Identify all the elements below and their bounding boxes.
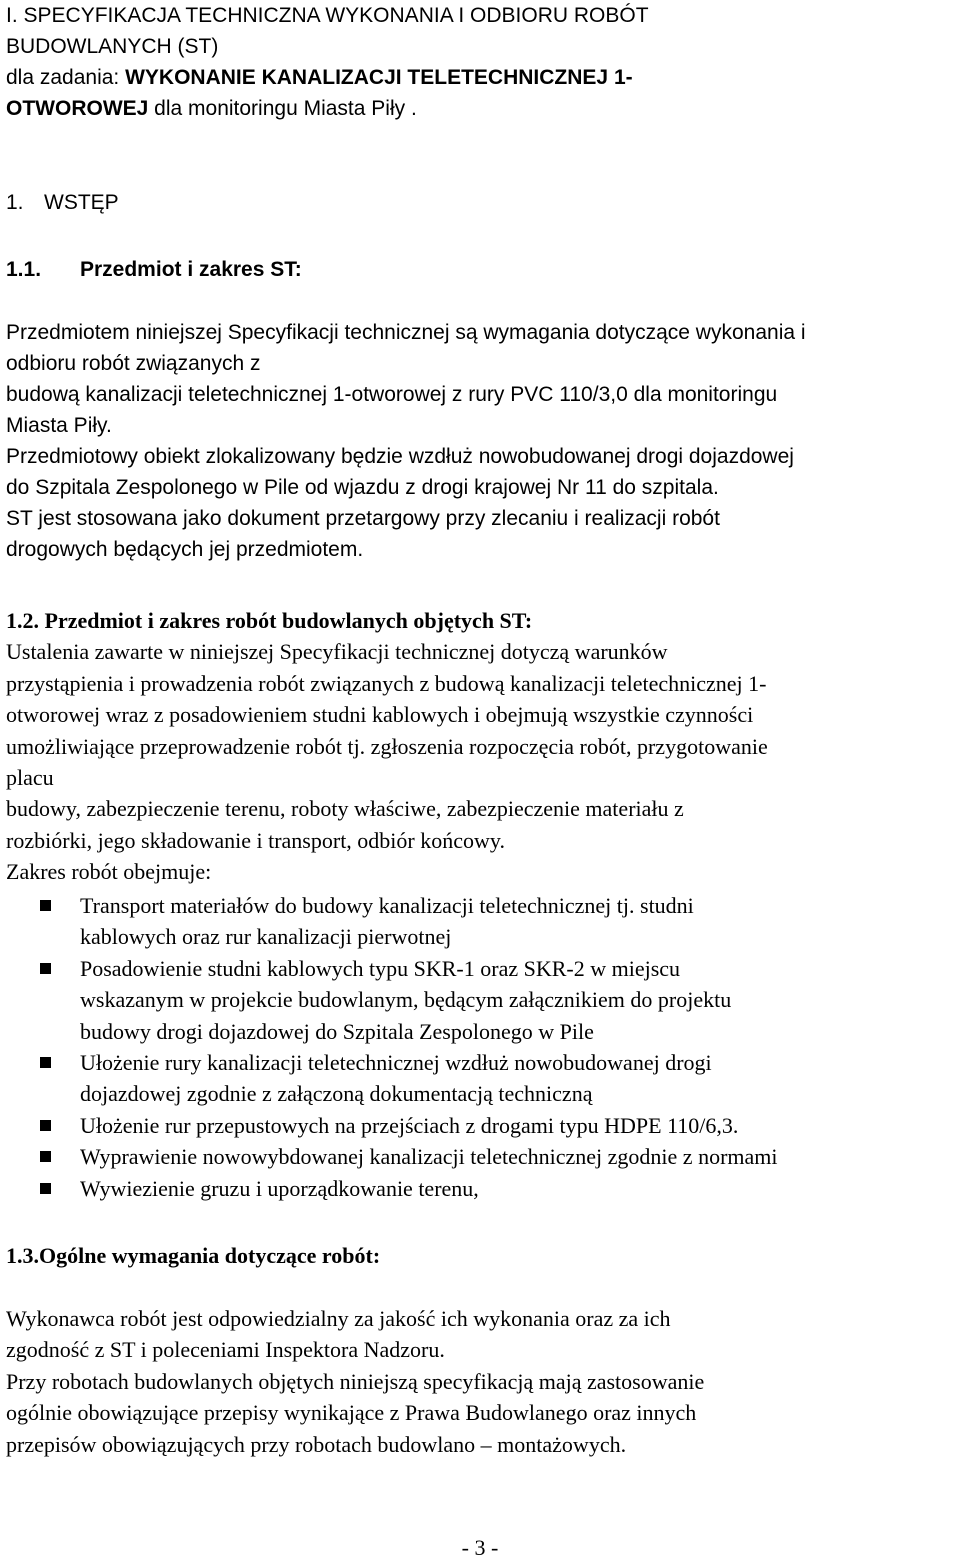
square-bullet-icon — [40, 1057, 51, 1068]
paragraph-line: drogowych będących jej przedmiotem. — [6, 538, 364, 561]
section-1-1-body — [6, 317, 956, 565]
scope-list — [38, 890, 956, 1204]
list-item: Wywiezienie gruzu i uporządkowanie terenu, — [38, 1173, 956, 1204]
paragraph-line: Przy robotach budowlanych objętych niniejszą specyfikacją mają zastosowanie — [6, 1368, 705, 1394]
paragraph-line: Wykonawca robót jest odpowiedzialny za jakość ich wykonania oraz za ich — [6, 1306, 671, 1331]
paragraph-line: przystąpienia i prowadzenia robót związanych z budową kanalizacji teletechnicznej 1- — [6, 670, 767, 696]
section-number: 1. — [6, 191, 24, 214]
task-suffix: dla monitoringu Miasta Piły . — [148, 97, 417, 120]
paragraph-line: do Szpitala Zespolonego w Pile od wjazdu z drogi krajowej Nr 11 do szpitala. — [6, 476, 719, 499]
task-line — [6, 62, 956, 93]
list-item: Wyprawienie nowowybdowanej kanalizacji teletechnicznej zgodnie z normami — [38, 1141, 956, 1172]
section-1-heading — [6, 187, 956, 218]
section-1-3-heading — [6, 1240, 956, 1271]
document-header — [6, 0, 956, 124]
paragraph-line: budową kanalizacji teletechnicznej 1-otworowej z rury PVC 110/3,0 dla monitoringu — [6, 383, 778, 406]
paragraph-line: Przedmiotem niniejszej Specyfikacji technicznej są wymagania dotyczące wykonania i — [6, 321, 806, 344]
paragraph-line: umożliwiające przeprowadzenie robót tj. zgłoszenia rozpoczęcia robót, przygotowanie — [6, 733, 768, 759]
section-number: 1.1. — [6, 258, 42, 281]
paragraph-line: ST jest stosowana jako dokument przetargowy przy zlecaniu i realizacji robót — [6, 507, 720, 530]
task-title-bold: WYKONANIE KANALIZACJI TELETECHNICZNEJ 1- — [125, 66, 633, 89]
header-line: BUDOWLANYCH (ST) — [6, 35, 219, 58]
section-1-1-heading — [6, 254, 956, 285]
square-bullet-icon — [40, 1120, 51, 1131]
paragraph-line: budowy, zabezpieczenie terenu, roboty właściwe, zabezpieczenie materiału z — [6, 796, 684, 822]
paragraph-line: odbioru robót związanych z — [6, 352, 261, 375]
paragraph-line: Ustalenia zawarte w niniejszej Specyfikacji technicznej dotyczą warunków — [6, 639, 668, 665]
list-item: Transport materiałów do budowy kanalizacji teletechnicznej tj. studni kablowych oraz rur kanalizacji pierwotnej — [38, 890, 956, 953]
paragraph-line: rozbiórki, jego składowanie i transport, odbiór końcowy. — [6, 827, 505, 853]
header-line: I. SPECYFIKACJA TECHNICZNA WYKONANIA I ODBIORU ROBÓT — [6, 4, 649, 27]
square-bullet-icon — [40, 900, 51, 911]
section-heading: 1.3.Ogólne wymagania dotyczące robót: — [6, 1243, 381, 1268]
paragraph-line: Zakres robót obejmuje: — [6, 859, 212, 885]
square-bullet-icon — [40, 1151, 51, 1162]
section-title: WSTĘP — [44, 191, 119, 214]
square-bullet-icon — [40, 963, 51, 974]
task-title-bold: OTWOROWEJ — [6, 97, 149, 120]
paragraph-line: placu — [6, 765, 54, 791]
section-1-3-body — [6, 1303, 956, 1460]
paragraph-line: Miasta Piły. — [6, 414, 112, 437]
task-line — [6, 93, 956, 124]
list-item: Ułożenie rury kanalizacji teletechnicznej wzdłuż nowobudowanej drogi dojazdowej zgodnie z załączoną dokumentacją techniczną — [38, 1047, 956, 1110]
list-item: Posadowienie studni kablowych typu SKR-1 oraz SKR-2 w miejscu wskazanym w projekcie budowlanym, będącym załącznikiem do projektu budowy drogi dojazdowej do Szpitala Zespolonego w Pile — [38, 953, 956, 1047]
paragraph-line: zgodność z ST i poleceniami Inspektora Nadzoru. — [6, 1337, 445, 1363]
paragraph-line: otworowej wraz z posadowieniem studni kablowych i obejmują wszystkie czynności — [6, 702, 754, 728]
paragraph-line: Przedmiotowy obiekt zlokalizowany będzie wzdłuż nowobudowanej drogi dojazdowej — [6, 445, 794, 468]
page-number: - 3 - — [461, 1535, 499, 1560]
section-title: Przedmiot i zakres ST: — [80, 258, 302, 281]
square-bullet-icon — [40, 1183, 51, 1194]
paragraph-line: przepisów obowiązujących przy robotach budowlano – montażowych. — [6, 1431, 627, 1457]
list-item: Ułożenie rur przepustowych na przejściach z drogami typu HDPE 110/6,3. — [38, 1110, 956, 1141]
paragraph-line: ogólnie obowiązujące przepisy wynikające z Prawa Budowlanego oraz innych — [6, 1400, 697, 1426]
task-prefix: dla zadania: — [6, 66, 126, 89]
section-1-2 — [6, 605, 956, 888]
section-heading: 1.2. Przedmiot i zakres robót budowlanych objętych ST: — [6, 608, 533, 633]
